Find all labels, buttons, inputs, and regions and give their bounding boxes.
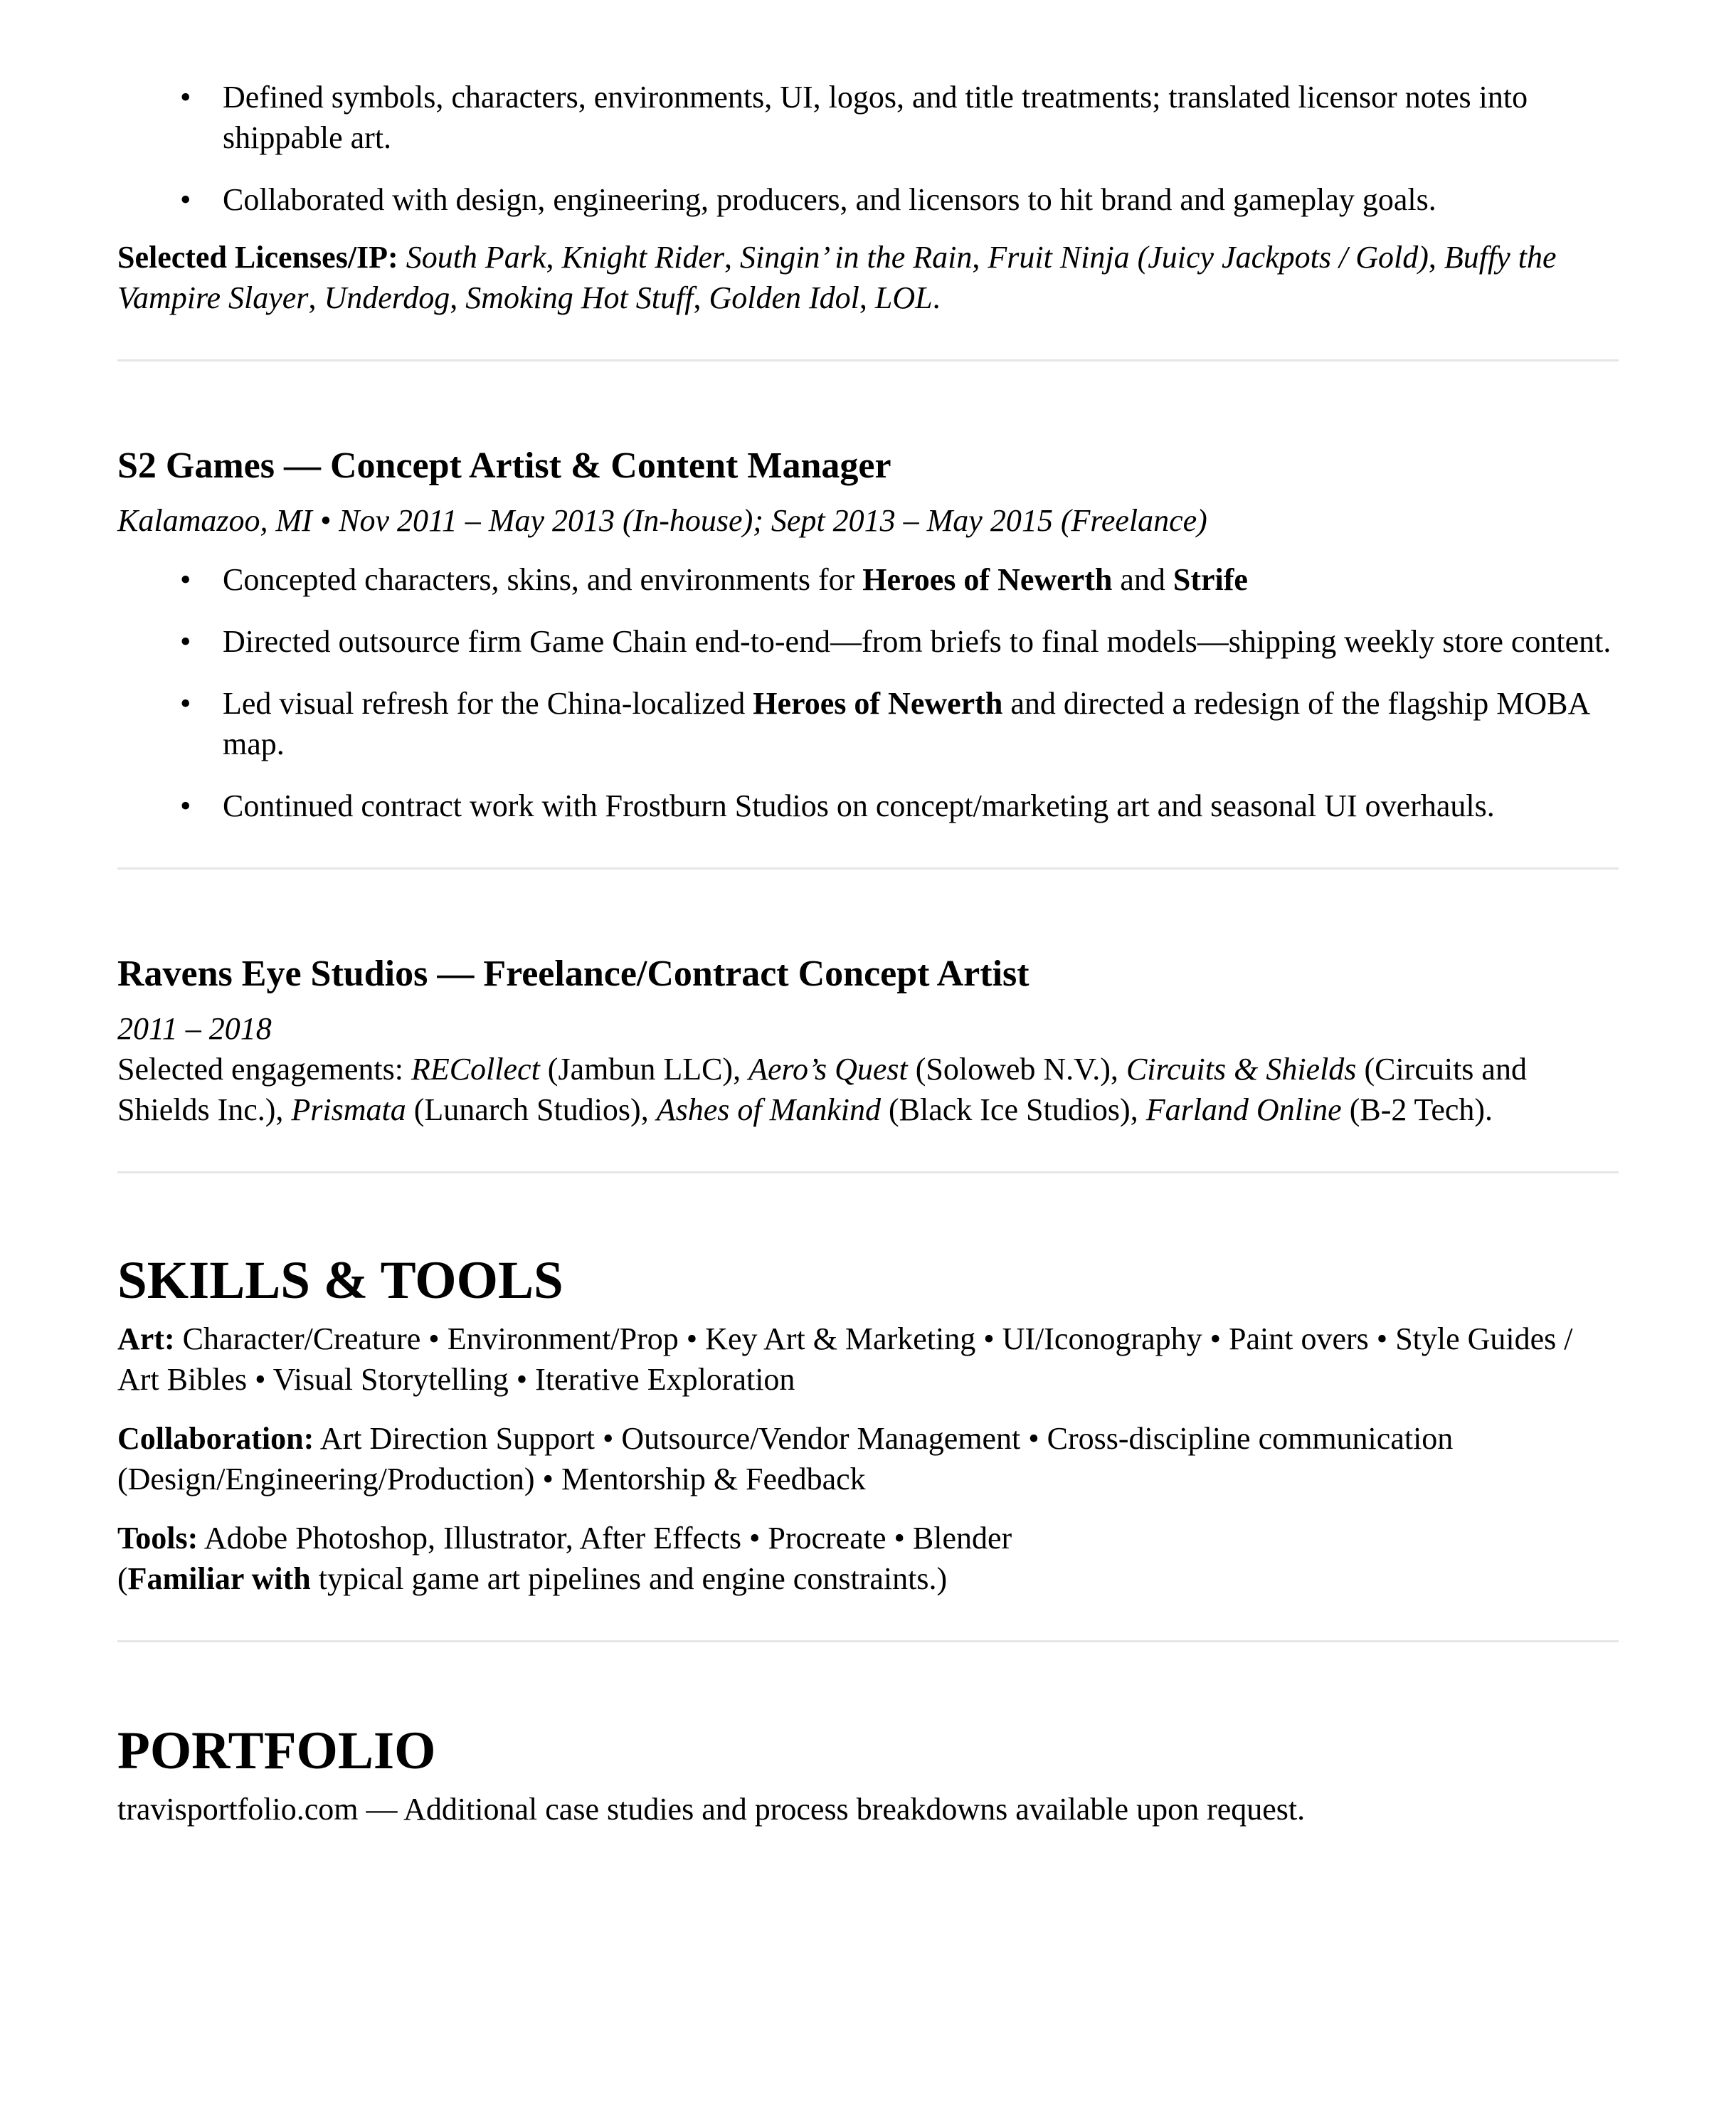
selected-engagements bbox=[117, 1049, 1619, 1130]
bullet-item bbox=[117, 786, 1619, 826]
license: LOL bbox=[874, 280, 933, 315]
portfolio-text: travisportfolio.com — Additional case studies and process breakdowns available upon request. bbox=[117, 1792, 1306, 1827]
bullet-text: Led visual refresh for the China-localized bbox=[223, 686, 753, 721]
s2-games-bullets bbox=[117, 559, 1619, 826]
skill-text: Character/Creature • Environment/Prop • Key Art & Marketing • UI/Iconography • Paint overs • Style Guides / Art Bibles • Visual Storytelling • Iterative Exploration bbox=[117, 1321, 1573, 1397]
section-divider bbox=[117, 1640, 1619, 1642]
bullet-item bbox=[117, 559, 1619, 600]
familiar-text: typical game art pipelines and engine constraints.) bbox=[310, 1561, 948, 1596]
skills-tools-heading: SKILLS & TOOLS bbox=[117, 1251, 563, 1310]
engagement-title: RECollect bbox=[411, 1052, 540, 1087]
engagement-company: (Jambun LLC), bbox=[539, 1052, 749, 1087]
skills-art bbox=[117, 1319, 1619, 1400]
licenses-label: Selected Licenses/IP: bbox=[117, 240, 398, 275]
section-divider bbox=[117, 359, 1619, 361]
section-divider bbox=[117, 1171, 1619, 1173]
game-name: Strife bbox=[1173, 562, 1248, 597]
skills-collaboration bbox=[117, 1418, 1619, 1499]
skill-label: Tools: bbox=[117, 1521, 199, 1556]
license: Golden Idol bbox=[709, 280, 859, 315]
license: Buffy the Vampire Slayer bbox=[117, 240, 1557, 315]
job-title-ravens-eye: Ravens Eye Studios — Freelance/Contract Concept Artist bbox=[117, 954, 1030, 994]
skill-label: Collaboration: bbox=[117, 1421, 314, 1456]
engagement-title: Prismata bbox=[291, 1092, 406, 1127]
selected-licenses: Selected Licenses/IP: South Park, Knight Rider, Singin’ in the Rain, Fruit Ninja (Juicy Jackpots / Gold), Buffy the Vampire Slayer, Underdog, Smoking Hot Stuff, Golden Idol, LOL. bbox=[117, 240, 1557, 315]
engagement-title: Farland Online bbox=[1145, 1092, 1342, 1127]
engagement-company: (B-2 Tech). bbox=[1341, 1092, 1493, 1127]
bullet-item bbox=[117, 621, 1619, 662]
bullet-text: Concepted characters, skins, and environments for bbox=[223, 562, 863, 597]
bullet-text: Directed outsource firm Game Chain end-to-end—from briefs to final models—shipping weekly store content. bbox=[223, 624, 1611, 659]
previous-role-bullets bbox=[117, 77, 1619, 220]
job-dates: 2011 – 2018 bbox=[117, 1011, 272, 1046]
resume-page bbox=[117, 77, 1619, 1829]
engagement-title: Ashes of Mankind bbox=[656, 1092, 881, 1127]
job-title-s2-games: S2 Games — Concept Artist & Content Manager bbox=[117, 445, 891, 486]
bullet-text: and directed a redesign of the flagship MOBA map. bbox=[223, 686, 1589, 761]
engagement-company: (Soloweb N.V.), bbox=[907, 1052, 1126, 1087]
bullet-item bbox=[117, 77, 1619, 158]
familiar-label: Familiar with bbox=[127, 1561, 311, 1596]
license: Smoking Hot Stuff bbox=[465, 280, 694, 315]
skills-tools bbox=[117, 1518, 1619, 1599]
game-name: Heroes of Newerth bbox=[862, 562, 1113, 597]
job-meta: Kalamazoo, MI • Nov 2011 – May 2013 (In-house); Sept 2013 – May 2015 (Freelance) bbox=[117, 503, 1207, 538]
engagement-company: (Lunarch Studios), bbox=[406, 1092, 657, 1127]
engagement-company: (Black Ice Studios), bbox=[881, 1092, 1146, 1127]
skill-text: Adobe Photoshop, Illustrator, After Effects • Procreate • Blender bbox=[198, 1521, 1012, 1556]
bullet-text: Continued contract work with Frostburn Studios on concept/marketing art and seasonal UI overhauls. bbox=[223, 788, 1495, 823]
bullet-text: and bbox=[1112, 562, 1173, 597]
license: Underdog bbox=[324, 280, 450, 315]
bullet-text: Collaborated with design, engineering, producers, and licensors to hit brand and gameplay goals. bbox=[223, 182, 1436, 217]
paren-open: ( bbox=[117, 1561, 128, 1596]
engagement-title: Circuits & Shields bbox=[1126, 1052, 1357, 1087]
license: South Park bbox=[406, 240, 546, 275]
engagement-company: (Circuits and Shields Inc.), bbox=[117, 1052, 1527, 1127]
skill-text: Art Direction Support • Outsource/Vendor Management • Cross-discipline communication (Design/Engineering/Production) • Mentorship & Feedback bbox=[117, 1421, 1454, 1496]
portfolio-heading: PORTFOLIO bbox=[117, 1721, 436, 1780]
engagement-title: Aero’s Quest bbox=[748, 1052, 908, 1087]
bullet-item bbox=[117, 179, 1619, 220]
engagements-lead: Selected engagements: bbox=[117, 1052, 411, 1087]
game-name: Heroes of Newerth bbox=[753, 686, 1003, 721]
license: Knight Rider bbox=[561, 240, 725, 275]
bullet-text: Defined symbols, characters, environments, UI, logos, and title treatments; translated licensor notes into shippable art. bbox=[223, 80, 1528, 155]
skill-label: Art: bbox=[117, 1321, 175, 1356]
section-divider bbox=[117, 867, 1619, 870]
license: Singin’ in the Rain bbox=[740, 240, 973, 275]
bullet-item bbox=[117, 683, 1619, 764]
license: Fruit Ninja (Juicy Jackpots / Gold) bbox=[988, 240, 1429, 275]
